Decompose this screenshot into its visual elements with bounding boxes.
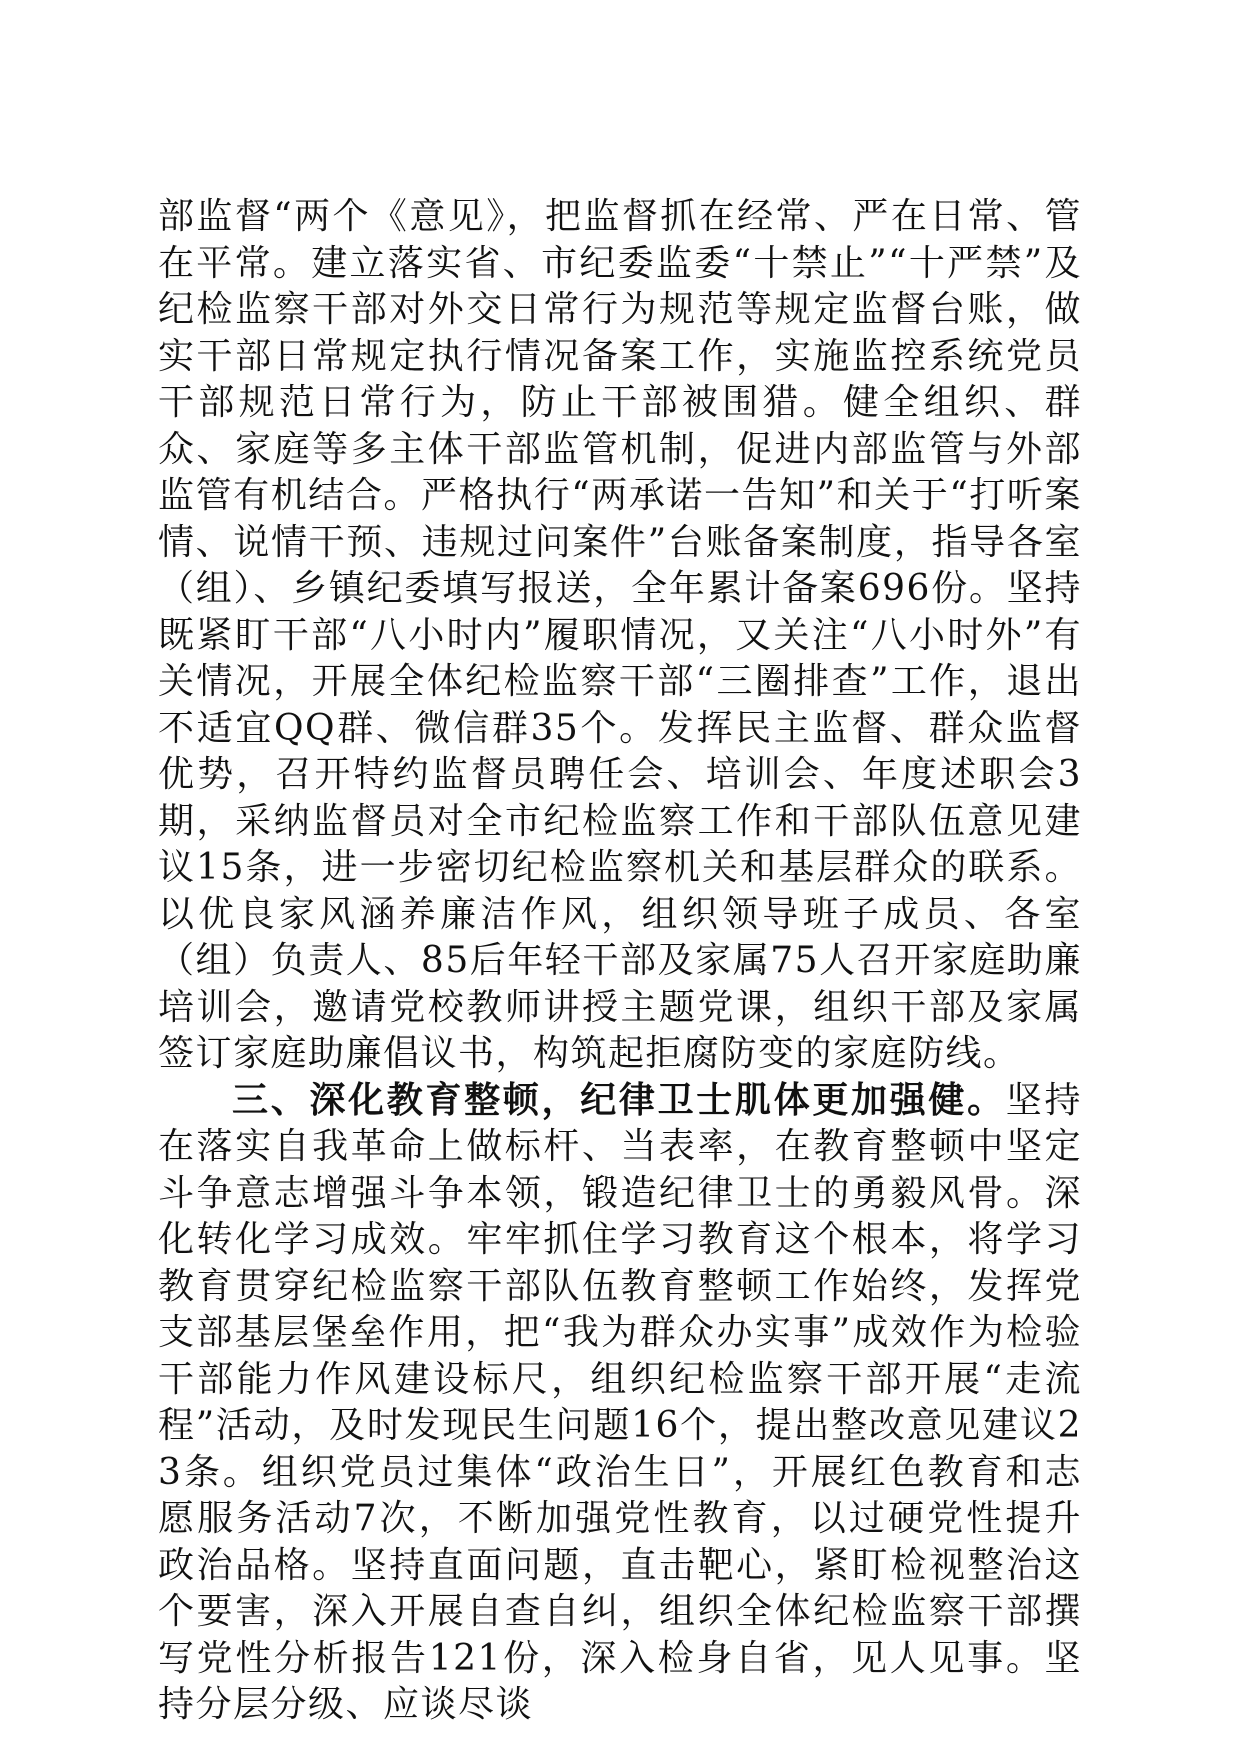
paragraph-body: 部监督“两个《意见》，把监督抓在经常、严在日常、管在平常。建立落实省、市纪委监委“十禁止”“十严禁”及纪检监察干部对外交日常行为规范等规定监督台账，做实干部日常规定执行情况备案工作，实施监控系统党员干部规范日常行为，防止干部被围猎。健全组织、群众、家庭等多主体干部监管机制，促进内部监管与外部监管有机结合。严格执行“两承诺一告知”和关于“打听案情、说情干预、违规过问案件”台账备案制度，指导各室（组）、乡镇纪委填写报送，全年累计备案696份。坚持既紧盯干部“八小时内”履职情况，又关注“八小时外”有关情况，开展全体纪检监察干部“三圈排查”工作，退出不适宜QQ群、微信群35个。发挥民主监督、群众监督优势，召开特约监督员聘任会、培训会、年度述职会3期，采纳监督员对全市纪检监察工作和干部队伍意见建议15条，进一步密切纪检监察机关和基层群众的联系。以优良家风涵养廉洁作风，组织领导班子成员、各室（组）负责人、85后年轻干部及家属75人召开家庭助廉培训会，邀请党校教师讲授主题党课，组织干部及家属签订家庭助廉倡议书，构筑起拒腐防变的家庭防线。 <box>158 196 1082 1074</box>
paragraph-education-rectification <box>158 1078 1082 1729</box>
paragraph-supervision <box>158 194 1082 1078</box>
paragraph-body: 坚持在落实自我革命上做标杆、当表率，在教育整顿中坚定斗争意志增强斗争本领，锻造纪律卫士的勇毅风骨。深化转化学习成效。牢牢抓住学习教育这个根本，将学习教育贯穿纪检监察干部队伍教育整顿工作始终，发挥党支部基层堡垒作用，把“我为群众办实事”成效作为检验干部能力作风建设标尺，组织纪检监察干部开展“走流程”活动，及时发现民生问题16个，提出整改意见建议23条。组织党员过集体“政治生日”，开展红色教育和志愿服务活动7次，不断加强党性教育，以过硬党性提升政治品格。坚持直面问题，直击靶心，紧盯检视整治这个要害，深入开展自查自纠，组织全体纪检监察干部撰写党性分析报告121份，深入检身自省，见人见事。坚持分层分级、应谈尽谈 <box>158 1079 1082 1725</box>
section-heading: 三、深化教育整顿，纪律卫士肌体更加强健。 <box>232 1079 1006 1121</box>
document-page <box>158 194 1082 1729</box>
